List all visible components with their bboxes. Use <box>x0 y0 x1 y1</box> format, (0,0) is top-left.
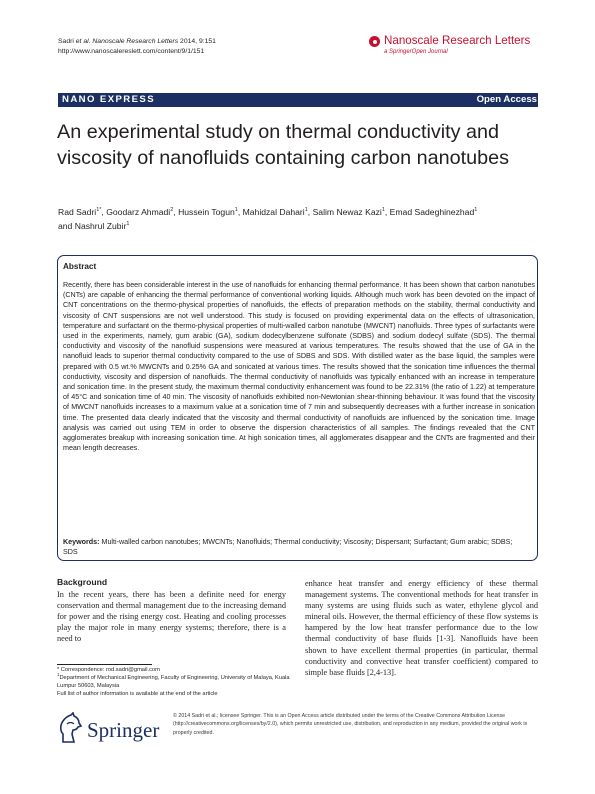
author: Rad Sadri$^{1*}$ <box>58 207 102 217</box>
footnotes <box>57 666 297 698</box>
journal-ref-suffix: 2014, 9:151 <box>178 38 216 45</box>
author-list: Rad Sadri$^{1*}$, Goodarz Ahmadi$^2$, Hussein Togun$^1$, Mahidzal Dahari$^1$, Salim Newaz Kazi$^1$, Emad Sadeghinezhad$^1$ and Nashrul Zubir$^1$ <box>58 207 478 231</box>
correspondence-note: * Correspondence: rod.sadri@gmail.com <box>57 667 160 673</box>
body-column-left <box>57 576 286 644</box>
section-label: NANO EXPRESS <box>62 94 156 105</box>
keywords <box>63 537 529 557</box>
abstract-heading: Abstract <box>63 262 97 271</box>
abstract-text: Recently, there has been considerable interest in the use of nanofluids for enhancing thermal performance. It has been shown that carbon nanotubes (CNTs) are capable of enhancing the thermal performance of conventional working liquids. Although much work has been devoted on the impact of CNT concentrations on the thermo-physical properties of nanofluids, the effects of preparation methods on the stability, thermal conductivity and viscosity of CNT suspensions are not well understood. This study is focused on providing experimental data on the effects of ultrasonication, temperature and surfactant on the thermo-physical properties of multi-walled carbon nanotube (MWCNT) nanofluids. Three types of surfactants were used in the experiments, namely, gum arabic (GA), sodium dodecylbenzene sulfonate (SDBS) and sodium dodecyl sulfate (SDS). The thermal conductivity and viscosity of the nanofluid suspensions were measured at various temperatures. The results showed that the use of GA in the nanofluid leads to superior thermal conductivity compared to the use of SDBS and SDS. With distilled water as the base liquid, the samples were prepared with 0.5 wt.% MWCNTs and 0.25% GA and sonicated at various times. The results showed that the sonication time influences the thermal conductivity, viscosity and dispersion of nanofluids. The thermal conductivity of nanofluids was typically enhanced with an increase in temperature and sonication time. In the present study, the maximum thermal conductivity enhancement was found to be 22.31% (the ratio of 1.22) at temperature of 45°C and sonication time of 40 min. The viscosity of nanofluids exhibited non-Newtonian shear-thinning behaviour. It was found that the viscosity of MWCNT nanofluids increases to a maximum value at a sonication time of 7 min and subsequently decreases with a further increase in sonication time. The presented data clearly indicated that the viscosity and thermal conductivity of nanofluids are influenced by the sonication time. Image analysis was carried out using TEM in order to observe the dispersion characteristics of all samples. The findings revealed that the CNT agglomerates breakup with increasing sonication time. At high sonication times, all agglomerates disappear and the CNTs are fragmented and their mean length decreases. <box>63 281 535 453</box>
open-access-label: Open Access <box>476 94 537 105</box>
author: Hussein Togun$^1$ <box>178 207 238 217</box>
journal-ref-name: et al. Nanoscale Research Letters <box>75 38 179 45</box>
springer-logo <box>57 712 177 746</box>
footnote-divider <box>57 664 152 665</box>
author: Mahidzal Dahari$^1$ <box>242 207 308 217</box>
author: Salim Newaz Kazi$^1$ <box>312 207 385 217</box>
article-url[interactable]: http://www.nanoscalereslett.com/content/9/1/151 <box>58 47 205 55</box>
authors-and: and <box>58 221 75 231</box>
journal-logo-icon <box>369 36 380 47</box>
springer-wordmark: Springer <box>87 718 160 742</box>
background-paragraph-2: enhance heat transfer and energy efficiency of these thermal management systems. The conventional methods for heat transfer in many systems are using fluids such as water, ethylene glycol and mineral oils. However, the thermal efficiency of these flow systems is hampered by the low heat transfer performance due to the low thermal conductivity of base fluids [1-3]. Nanofluids have been shown to have excellent thermal properties (in particular, thermal conductivity and convective heat transfer coefficient) compared to simple base fluids [2,4-13]. <box>305 579 538 677</box>
author: Emad Sadeghinezhad$^1$ <box>389 207 478 217</box>
author-info-note: Full list of author information is available at the end of the article <box>57 691 218 698</box>
journal-ref-prefix: Sadri <box>58 38 76 45</box>
journal-reference <box>58 37 216 56</box>
journal-logo <box>369 35 544 63</box>
journal-logo-name: Nanoscale Research Letters <box>384 34 531 47</box>
springer-horse-icon <box>57 712 83 744</box>
keywords-label: Keywords: <box>63 538 100 546</box>
keywords-text: Multi-walled carbon nanotubes; MWCNTs; Nanofluids; Thermal conductivity; Viscosity; Dispersant; Surfactant; Gum arabic; SDBS; SDS <box>63 538 513 557</box>
journal-logo-subline: a SpringerOpen Journal <box>384 49 448 55</box>
license-text: © 2014 Sadri et al.; licensee Springer. This is an Open Access article distributed under the terms of the Creative Commons Attribution License (http://creativecommons.org/licenses/by/2.0), which permits unrestricted use, distribution, and reproduction in any medium, provided the original work is properly credited. <box>173 713 528 736</box>
affiliation-note: $^1$Department of Mechanical Engineering, Faculty of Engineering, University of Malaya, Kuala Lumpur 50603, Malaysia <box>57 672 290 690</box>
body-column-right <box>305 577 538 678</box>
author: Nashrul Zubir$^1$ <box>74 221 130 231</box>
background-paragraph-1: In the recent years, there has been a definite need for energy conservation and thermal management due to the increasing demand for power and the rising energy cost. Heating and cooling processes play the major role in many energy systems; therefore, there is a need to <box>57 590 286 644</box>
author: Goodarz Ahmadi$^2$ <box>106 207 174 217</box>
background-heading: Background <box>57 577 108 587</box>
article-title: An experimental study on thermal conductivity and viscosity of nanofluids containing carbon nanotubes <box>57 121 509 169</box>
